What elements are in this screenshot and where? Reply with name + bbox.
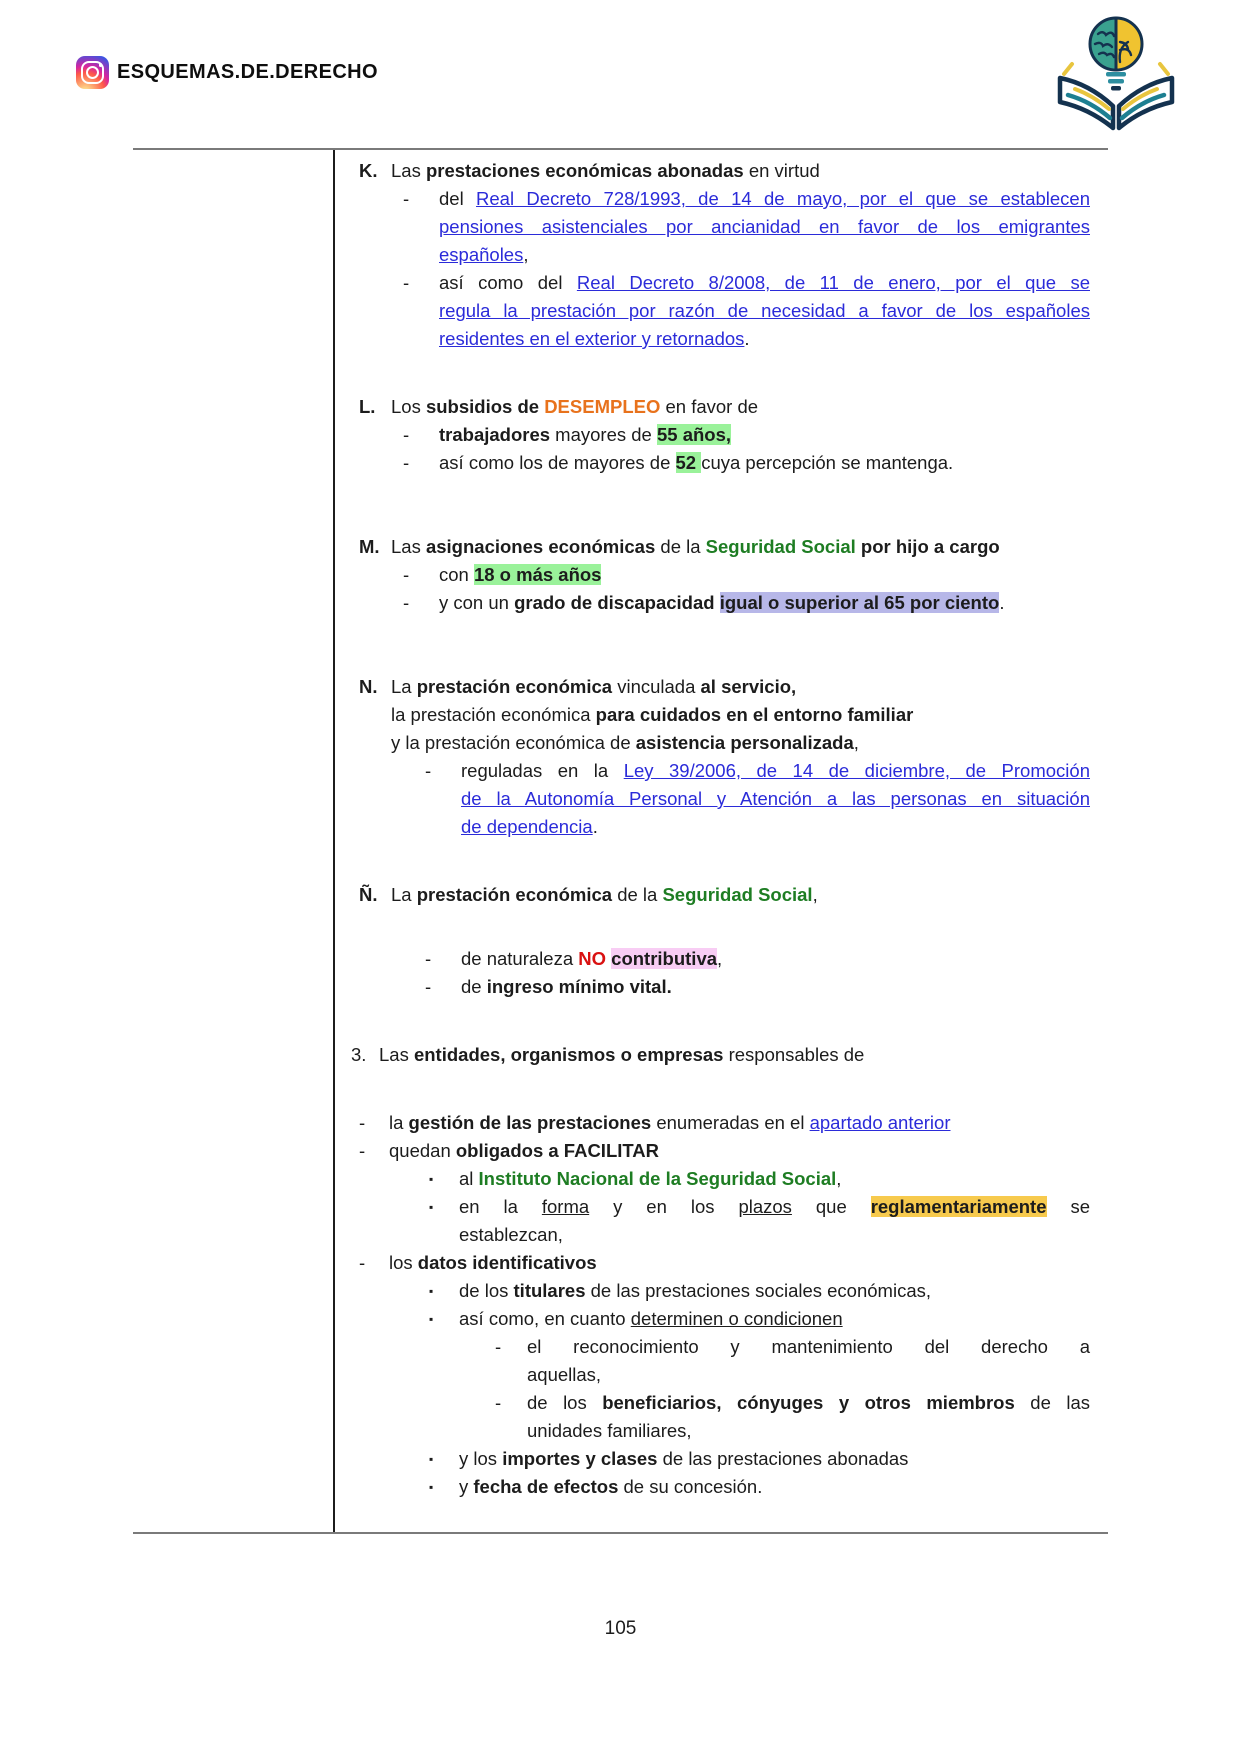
paragraph-gap [347,1069,1090,1109]
text-segment: fecha de efectos [473,1476,619,1497]
text-segment: reglamentariamente [870,1196,1047,1217]
item-3-sub3 [429,1277,1090,1305]
brand-name: ESQUEMAS.DE.DERECHO [117,61,378,83]
text-segment: ingreso mínimo vital. [486,976,672,997]
list-marker: L. [359,396,376,417]
list-marker: - [425,976,432,997]
content-table [133,148,1108,1534]
text-segment: la [389,1112,409,1133]
paragraph-gap [347,477,1090,533]
list-marker: - [425,760,432,781]
table-column-divider [333,150,335,1532]
list-marker: - [403,592,410,613]
list-marker: ▪ [429,1452,434,1466]
list-marker: N. [359,676,378,697]
text-segment: 55 años, [656,424,732,445]
list-marker: ▪ [429,1172,434,1186]
list-marker: ▪ [429,1284,434,1298]
text-segment: igual o superior al 65 por ciento [719,592,1000,613]
item-3-deep2-line1 [495,1389,1090,1417]
text-segment: Seguridad Social [662,884,813,905]
item-n-ref-line1 [425,757,1090,785]
paragraph-gap [347,617,1090,673]
text-segment: establezcan, [459,1224,563,1245]
instagram-camera-lens [86,66,99,79]
item-k-ref1-line1 [403,185,1090,213]
text-segment: DESEMPLEO [544,396,661,417]
text-segment: así como del [439,272,577,293]
item-l-bullet1 [403,421,1090,449]
text-segment: de su concesión. [618,1476,763,1497]
item-n-heading [359,673,1090,701]
text-segment: así como, en cuanto [459,1308,631,1329]
text-segment: al servicio, [700,676,797,697]
text-segment: de [461,976,487,997]
text-segment: asistencia personalizada [635,732,854,753]
text-segment: , [853,732,859,753]
list-marker: - [359,1112,366,1133]
hyperlink[interactable]: pensiones asistenciales por ancianidad en favor de los emigrantes [439,216,1090,237]
text-segment: cuya percepción se mantenga. [701,452,954,473]
list-marker: - [403,564,410,585]
list-marker: - [403,452,410,473]
item-enie-bullet1 [425,945,1090,973]
hyperlink[interactable]: apartado anterior [809,1112,951,1133]
text-segment: , [836,1168,842,1189]
page-number: 105 [604,1618,637,1639]
list-marker: 3. [351,1044,367,1065]
item-3-bullet2 [359,1137,1090,1165]
text-segment: así como los de mayores de [439,452,676,473]
text-segment: grado de discapacidad [514,592,720,613]
list-marker: ▪ [429,1312,434,1326]
item-3-sub2-line1 [429,1193,1090,1221]
instagram-icon [76,56,109,89]
text-segment: NO [578,948,607,969]
item-enie-bullet2 [425,973,1090,1001]
text-segment: por hijo a cargo [855,536,1000,557]
item-m-bullet1 [403,561,1090,589]
instagram-camera-flash-dot [99,63,103,67]
text-segment: el reconocimiento y mantenimiento del derecho a [527,1336,1090,1357]
text-segment: de las prestaciones sociales económicas, [585,1280,931,1301]
text-segment: La [391,676,417,697]
text-segment: prestación económica [416,676,613,697]
text-segment: beneficiarios, cónyuges y otros miembros [602,1392,1015,1413]
item-3-sub5 [429,1445,1090,1473]
text-segment: de las [1014,1392,1090,1413]
item-3-deep1-line2 [527,1361,1090,1389]
list-marker: - [495,1392,502,1413]
brain-bulb-book-logo-icon [1050,12,1182,136]
text-segment: responsables de [723,1044,865,1065]
text-segment: reguladas en la [461,760,624,781]
hyperlink[interactable]: españoles [439,244,524,265]
item-k-ref1-line3 [439,241,1090,269]
text-segment: de naturaleza [461,948,579,969]
text-segment: importes y clases [502,1448,658,1469]
text-segment: entidades, organismos o empresas [413,1044,724,1065]
text-segment: gestión de las prestaciones [408,1112,652,1133]
text-segment: con [439,564,474,585]
text-segment: Instituto Nacional de la Seguridad Social [478,1168,837,1189]
text-segment: , [523,244,529,265]
item-enie-heading [359,881,1090,909]
text-segment: Las [391,536,426,557]
text-segment: y en los [589,1196,739,1217]
item-3-deep2-line2 [527,1417,1090,1445]
text-segment: subsidios de [425,396,545,417]
text-segment: 18 o más años [473,564,602,585]
list-marker: - [403,272,410,293]
item-k-ref2-line3 [439,325,1090,353]
list-marker: ▪ [429,1480,434,1494]
list-marker: - [495,1336,502,1357]
text-segment: de los [459,1280,514,1301]
list-marker: ▪ [429,1200,434,1214]
text-segment: quedan [389,1140,456,1161]
hyperlink[interactable]: Real Decreto 8/2008, de 11 de enero, por el que se [576,272,1090,293]
text-segment: se [1046,1196,1090,1217]
item-3-deep1-line1 [495,1333,1090,1361]
list-marker: K. [359,160,378,181]
text-segment: vinculada [612,676,701,697]
text-segment: , [717,948,723,969]
text-segment: que [791,1196,871,1217]
item-n-line2 [391,701,1090,729]
list-marker: - [359,1252,366,1273]
text-segment: al [459,1168,479,1189]
item-n-ref-line2 [461,785,1090,813]
item-3-bullet3 [359,1249,1090,1277]
text-segment: de los [527,1392,603,1413]
item-n-line3 [391,729,1090,757]
hyperlink[interactable]: residentes en el exterior y retornados [439,328,745,349]
text-segment: Las [391,160,426,181]
list-marker: Ñ. [359,884,378,905]
list-marker: - [403,188,410,209]
hyperlink[interactable]: de la Autonomía Personal y Atención a las personas en situación [461,788,1090,809]
text-segment: prestaciones económicas abonadas [425,160,744,181]
item-3-sub4 [429,1305,1090,1333]
text-segment: Los [391,396,426,417]
item-3-bullet1 [359,1109,1090,1137]
hyperlink[interactable]: Ley 39/2006, de 14 de diciembre, de Promoción [623,760,1090,781]
text-segment: prestación económica [416,884,613,905]
list-marker: - [403,424,410,445]
text-segment: la prestación económica [391,704,596,725]
item-m-bullet2 [403,589,1090,617]
text-segment: asignaciones económicas [425,536,656,557]
text-segment: y la prestación económica de [391,732,636,753]
paragraph-gap [347,841,1090,881]
text-segment: , [812,884,818,905]
doc-content [335,150,1108,1509]
text-segment: y con un [439,592,515,613]
item-3-sub6 [429,1473,1090,1501]
text-segment: forma [541,1196,590,1217]
item-m-heading [359,533,1090,561]
text-segment: trabajadores [439,424,551,445]
text-segment: para cuidados en el entorno familiar [595,704,914,725]
item-k-ref2-line1 [403,269,1090,297]
text-segment: y [459,1476,474,1497]
text-segment: Seguridad Social [705,536,856,557]
text-segment: mayores de [550,424,657,445]
text-segment: datos identificativos [417,1252,597,1273]
text-segment: . [999,592,1005,613]
text-segment: del [439,188,477,209]
text-segment: de la [655,536,706,557]
text-segment: unidades familiares, [527,1420,692,1441]
text-segment: de las prestaciones abonadas [657,1448,909,1469]
text-segment: los [389,1252,418,1273]
item-l-heading [359,393,1090,421]
item-l-bullet2 [403,449,1090,477]
text-segment: aquellas, [527,1364,602,1385]
text-segment: plazos [738,1196,792,1217]
hyperlink[interactable]: Real Decreto 728/1993, de 14 de mayo, por el que se establecen [476,188,1090,209]
text-segment: titulares [513,1280,586,1301]
text-segment: . [744,328,750,349]
list-marker: - [359,1140,366,1161]
item-3-sub1 [429,1165,1090,1193]
text-segment: enumeradas en el [651,1112,810,1133]
text-segment: en favor de [660,396,759,417]
list-marker: M. [359,536,380,557]
text-segment: . [592,816,598,837]
text-segment: La [391,884,417,905]
item-3-heading [351,1041,1090,1069]
text-segment: determinen o condicionen [630,1308,843,1329]
text-segment: contributiva [611,948,718,969]
text-segment: obligados a FACILITAR [455,1140,660,1161]
item-n-ref-line3 [461,813,1090,841]
text-segment: y los [459,1448,503,1469]
paragraph-gap [347,1001,1090,1041]
text-segment: 52 [675,452,702,473]
text-segment: en la [459,1196,542,1217]
hyperlink[interactable]: de dependencia [461,816,593,837]
item-k-ref1-line2 [439,213,1090,241]
item-k-ref2-line2 [439,297,1090,325]
item-k-heading [359,157,1090,185]
list-marker: - [425,948,432,969]
text-segment: en virtud [743,160,820,181]
paragraph-gap [347,909,1090,945]
hyperlink[interactable]: regula la prestación por razón de necesidad a favor de los españoles [439,300,1090,321]
paragraph-gap [347,353,1090,393]
item-3-sub2-line2 [459,1221,1090,1249]
text-segment: de la [612,884,663,905]
text-segment: Las [379,1044,414,1065]
